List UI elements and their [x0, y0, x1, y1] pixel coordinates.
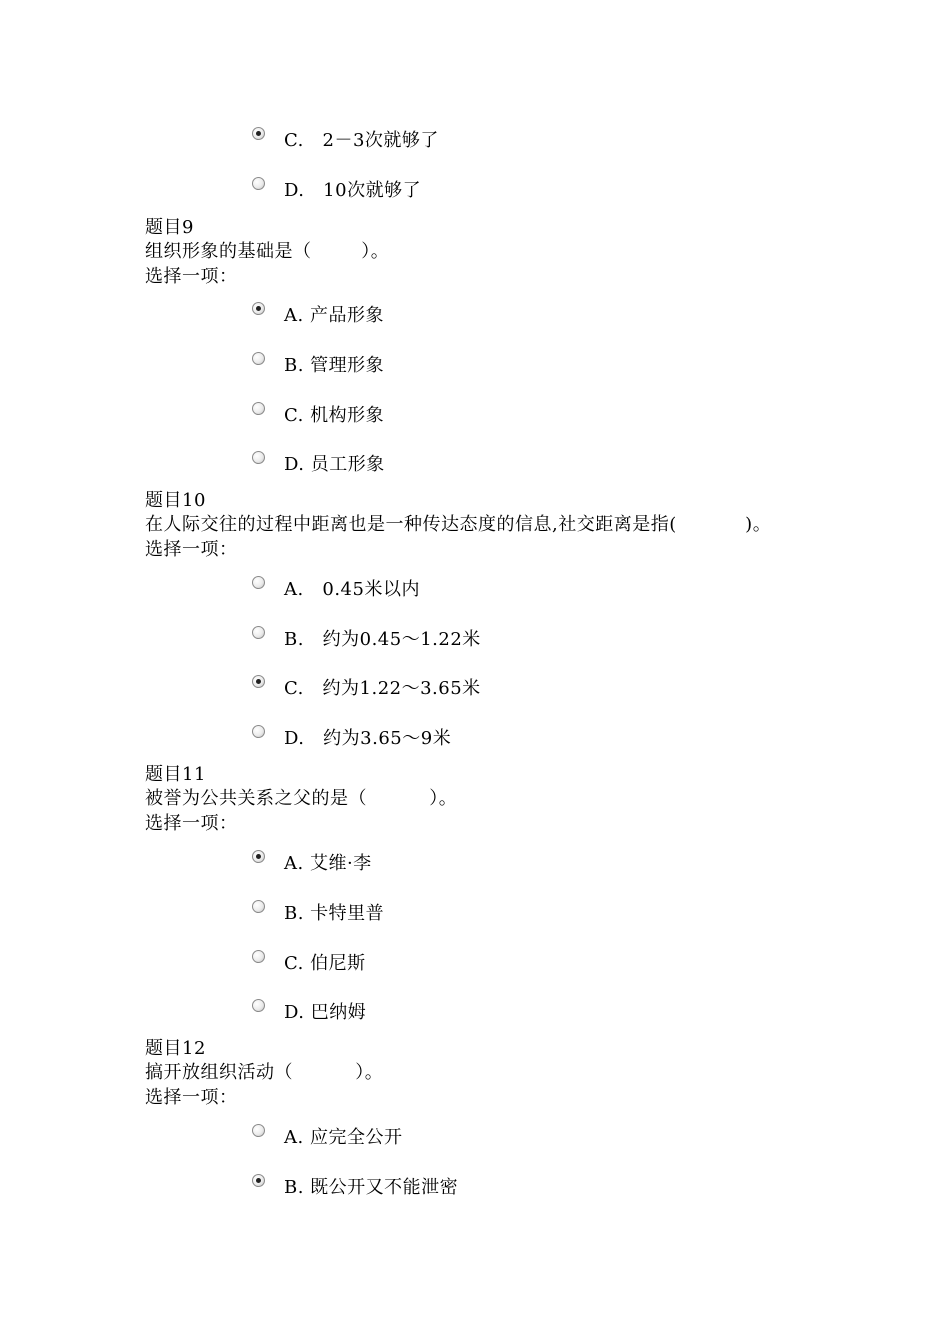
radio-unchecked-icon[interactable] — [252, 900, 265, 913]
question-stem: 组织形象的基础是（ ）。 — [145, 241, 390, 262]
answer-option[interactable] — [252, 626, 852, 656]
radio-checked-icon[interactable] — [252, 1174, 265, 1187]
question-stem: 在人际交往的过程中距离也是一种传达态度的信息,社交距离是指( )。 — [145, 514, 772, 535]
option-label: A. 应完全公开 — [284, 1127, 403, 1148]
answer-option[interactable] — [252, 900, 852, 930]
select-one-prompt: 选择一项： — [145, 1087, 238, 1108]
radio-unchecked-icon[interactable] — [252, 177, 265, 190]
radio-checked-icon[interactable] — [252, 302, 265, 315]
answer-option[interactable] — [252, 675, 852, 705]
answer-option[interactable] — [252, 950, 852, 980]
radio-unchecked-icon[interactable] — [252, 352, 265, 365]
answer-option[interactable] — [252, 576, 852, 606]
option-label: D. 巴纳姆 — [284, 1002, 367, 1023]
answer-option[interactable] — [252, 451, 852, 481]
option-label: C. 机构形象 — [284, 405, 385, 426]
radio-unchecked-icon[interactable] — [252, 999, 265, 1012]
option-label: A. 艾维·李 — [284, 853, 372, 874]
select-one-prompt: 选择一项： — [145, 813, 238, 834]
option-label: B. 管理形象 — [284, 355, 385, 376]
radio-unchecked-icon[interactable] — [252, 950, 265, 963]
radio-unchecked-icon[interactable] — [252, 1124, 265, 1137]
radio-unchecked-icon[interactable] — [252, 576, 265, 589]
radio-checked-icon[interactable] — [252, 675, 265, 688]
option-label: D. 员工形象 — [284, 454, 385, 475]
select-one-prompt: 选择一项： — [145, 266, 238, 287]
option-label: A. 0.45米以内 — [284, 579, 420, 600]
radio-unchecked-icon[interactable] — [252, 451, 265, 464]
question-stem: 被誉为公共关系之父的是（ ）。 — [145, 788, 458, 809]
answer-option[interactable] — [252, 999, 852, 1029]
answer-option[interactable] — [252, 127, 852, 157]
answer-option[interactable] — [252, 402, 852, 432]
question-title: 题目10 — [145, 490, 206, 511]
option-label: A. 产品形象 — [284, 305, 384, 326]
answer-option[interactable] — [252, 352, 852, 382]
option-label: D. 10次就够了 — [284, 180, 422, 201]
option-label: B. 既公开又不能泄密 — [284, 1177, 459, 1198]
answer-option[interactable] — [252, 725, 852, 755]
radio-unchecked-icon[interactable] — [252, 725, 265, 738]
option-label: C. 伯尼斯 — [284, 953, 366, 974]
radio-unchecked-icon[interactable] — [252, 402, 265, 415]
answer-option[interactable] — [252, 302, 852, 332]
option-label: C. 约为1.22～3.65米 — [284, 678, 481, 699]
question-title: 题目11 — [145, 764, 206, 785]
radio-checked-icon[interactable] — [252, 127, 265, 140]
question-stem: 搞开放组织活动（ ）。 — [145, 1062, 384, 1083]
question-title: 题目12 — [145, 1038, 206, 1059]
option-label: B. 约为0.45～1.22米 — [284, 629, 481, 650]
option-label: D. 约为3.65～9米 — [284, 728, 452, 749]
answer-option[interactable] — [252, 850, 852, 880]
question-title: 题目9 — [145, 217, 194, 238]
radio-unchecked-icon[interactable] — [252, 626, 265, 639]
answer-option[interactable] — [252, 1124, 852, 1154]
select-one-prompt: 选择一项： — [145, 539, 238, 560]
option-label: C. 2－3次就够了 — [284, 130, 439, 151]
radio-checked-icon[interactable] — [252, 850, 265, 863]
option-label: B. 卡特里普 — [284, 903, 385, 924]
answer-option[interactable] — [252, 1174, 852, 1204]
answer-option[interactable] — [252, 177, 852, 207]
